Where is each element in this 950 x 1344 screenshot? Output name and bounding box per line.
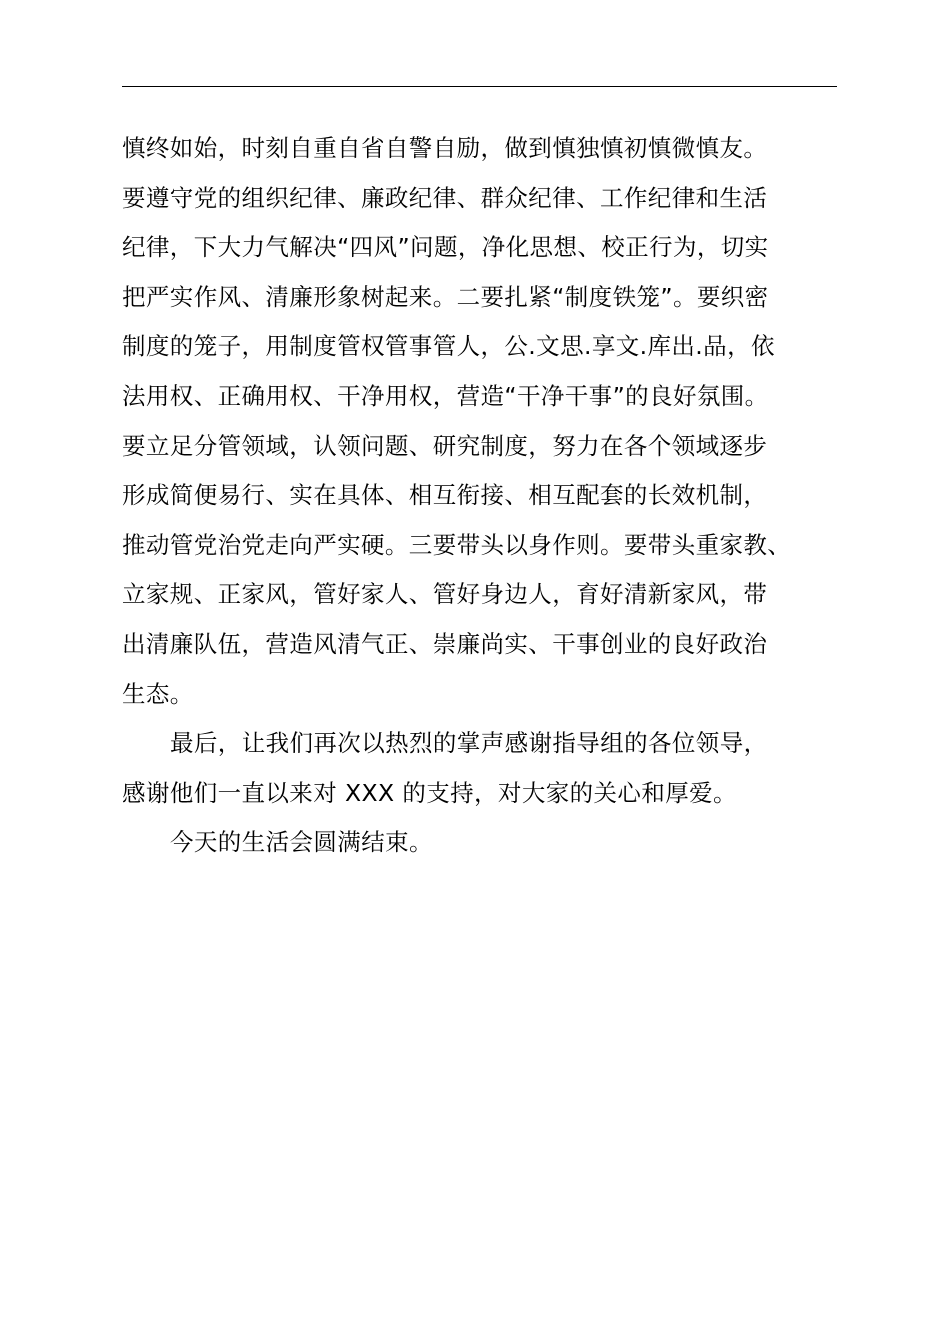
paragraph-closing-thanks-line: 最后，让我们再次以热烈的掌声感谢指导组的各位领导， [170, 729, 768, 758]
text-line: 纪律，下大力气解决“四风”问题，净化思想、校正行为，切实 [122, 233, 769, 262]
header-rule [122, 86, 837, 87]
text-line: 立家规、正家风，管好家人、管好身边人，育好清新家风，带 [122, 580, 768, 609]
text-line: 形成简便易行、实在具体、相互衔接、相互配套的长效机制， [122, 481, 768, 510]
paragraph-closing-line: 今天的生活会圆满结束。 [170, 828, 433, 857]
text-line: 生态。 [122, 679, 194, 708]
text-line: 出清廉队伍，营造风清气正、崇廉尚实、干事创业的良好政治 [122, 629, 768, 658]
document-body [122, 124, 837, 868]
text-line: 推动管党治党走向严实硬。三要带头以身作则。要带头重家教、 [122, 530, 792, 559]
text-line: 法用权、正确用权、干净用权，营造“干净干事”的良好氛围。 [122, 381, 769, 410]
text-line: 要立足分管领域，认领问题、研究制度，努力在各个领域逐步 [122, 431, 768, 460]
text-line: 要遵守党的组织纪律、廉政纪律、群众纪律、工作纪律和生活 [122, 183, 768, 212]
text-line: 慎终如始，时刻自重自省自警自励，做到慎独慎初慎微慎友。 [122, 134, 768, 162]
text-line: 制度的笼子，用制度管权管事管人，公.文思.享文.库出.品，依 [122, 332, 775, 361]
text-line: 把严实作风、清廉形象树起来。二要扎紧“制度铁笼”。要织密 [122, 282, 769, 311]
text-line: 感谢他们一直以来对 XXX 的支持，对大家的关心和厚爱。 [122, 778, 737, 807]
